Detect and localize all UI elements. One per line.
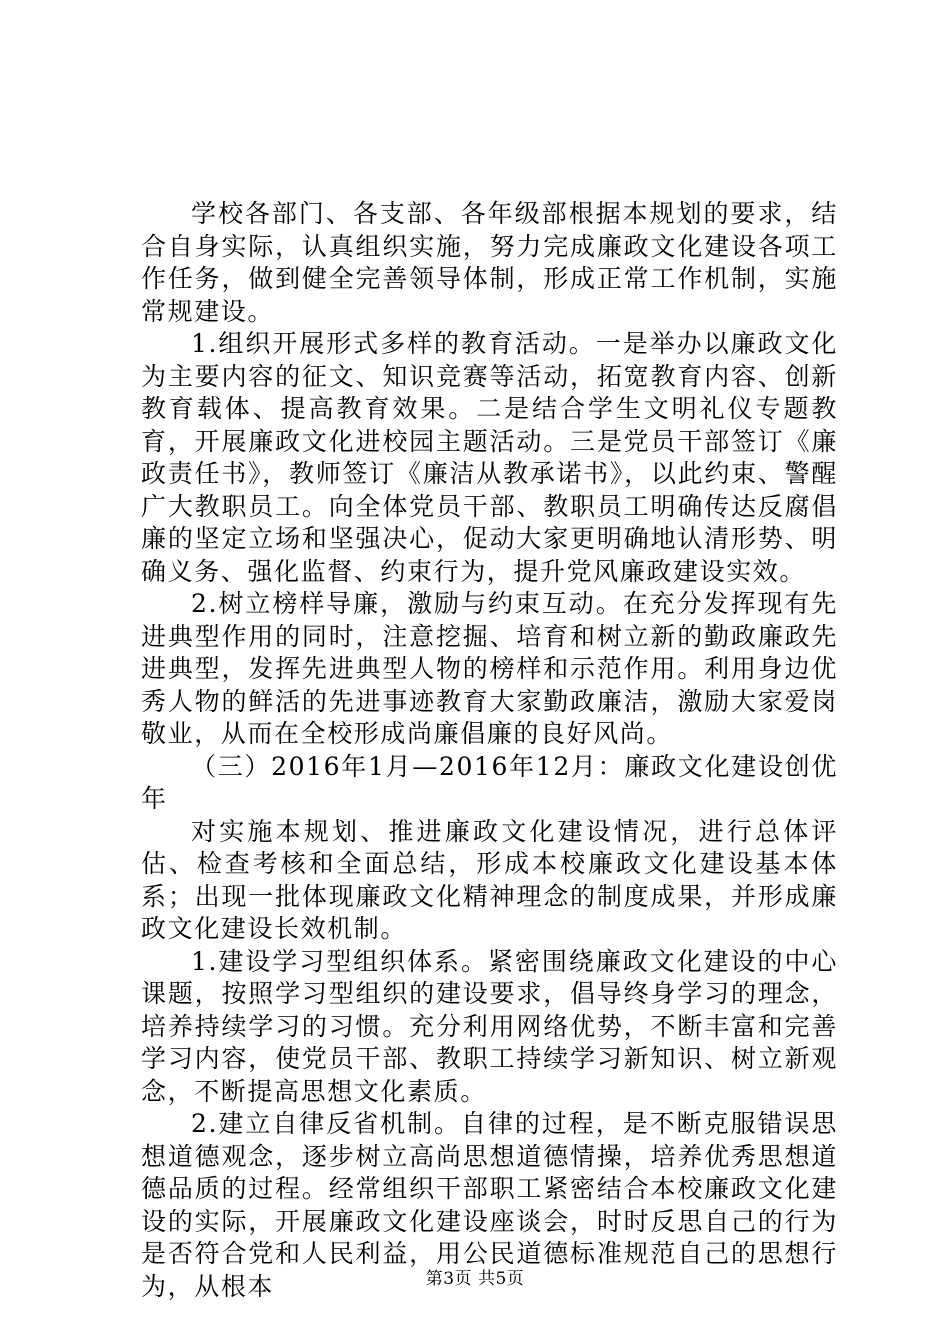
page-footer	[0, 1268, 950, 1290]
paragraph-education-activities: 1.组织开展形式多样的教育活动。一是举办以廉政文化为主要内容的征文、知识竞赛等活动，拓宽教育内容、创新教育载体、提高教育效果。二是结合学生文明礼仪专题教育，开展廉政文化进校园主题活动。三是党员干部签订《廉政责任书》，教师签订《廉洁从教承诺书》，以此约束、警醒广大教职员工。向全体党员干部、教职员工明确传达反腐倡廉的坚定立场和坚强决心，促动大家更明确地认清形势、明确义务、强化监督、约束行为，提升党风廉政建设实效。	[141, 329, 838, 586]
paragraph-learning-organization: 1.建设学习型组织体系。紧密围绕廉政文化建设的中心课题，按照学习型组织的建设要求，倡导终身学习的理念，培养持续学习的习惯。充分利用网络优势，不断丰富和完善学习内容，使党员干部、教职工持续学习新知识、树立新观念，不断提高思想文化素质。	[141, 946, 838, 1106]
paragraph-implementation-intro: 学校各部门、各支部、各年级部根据本规划的要求，结合自身实际，认真组织实施，努力完成廉政文化建设各项工作任务，做到健全完善领导体制，形成正常工作机制，实施常规建设。	[141, 199, 838, 326]
paragraph-role-models: 2.树立榜样导廉，激励与约束互动。在充分发挥现有先进典型作用的同时，注意挖掘、培育和树立新的勤政廉政先进典型，发挥先进典型人物的榜样和示范作用。利用身边优秀人物的鲜活的先进事迹教育大家勤政廉洁，激励大家爱岗敬业，从而在全校形成尚廉倡廉的良好风尚。	[141, 589, 838, 748]
paragraph-evaluation: 对实施本规划、推进廉政文化建设情况，进行总体评估、检查考核和全面总结，形成本校廉政文化建设基本体系；出现一批体现廉政文化精神理念的制度成果，并形成廉政文化建设长效机制。	[141, 816, 838, 943]
paragraph-self-discipline: 2.建立自律反省机制。自律的过程，是不断克服错误思想道德观念，逐步树立高尚思想道德情操，培养优秀思想道德品质的过程。经常组织干部职工紧密结合本校廉政文化建设的实际，开展廉政文化建设座谈会，时时反思自己的行为是否符合党和人民利益，用公民道德标准规范自己的思想行为，从根本	[141, 1109, 838, 1301]
page-number: 第3页 共5页	[425, 1269, 525, 1289]
section-heading-excellence-year: （三）2016年1月—2016年12月：廉政文化建设创优年	[141, 751, 838, 813]
document-body	[141, 198, 838, 1303]
